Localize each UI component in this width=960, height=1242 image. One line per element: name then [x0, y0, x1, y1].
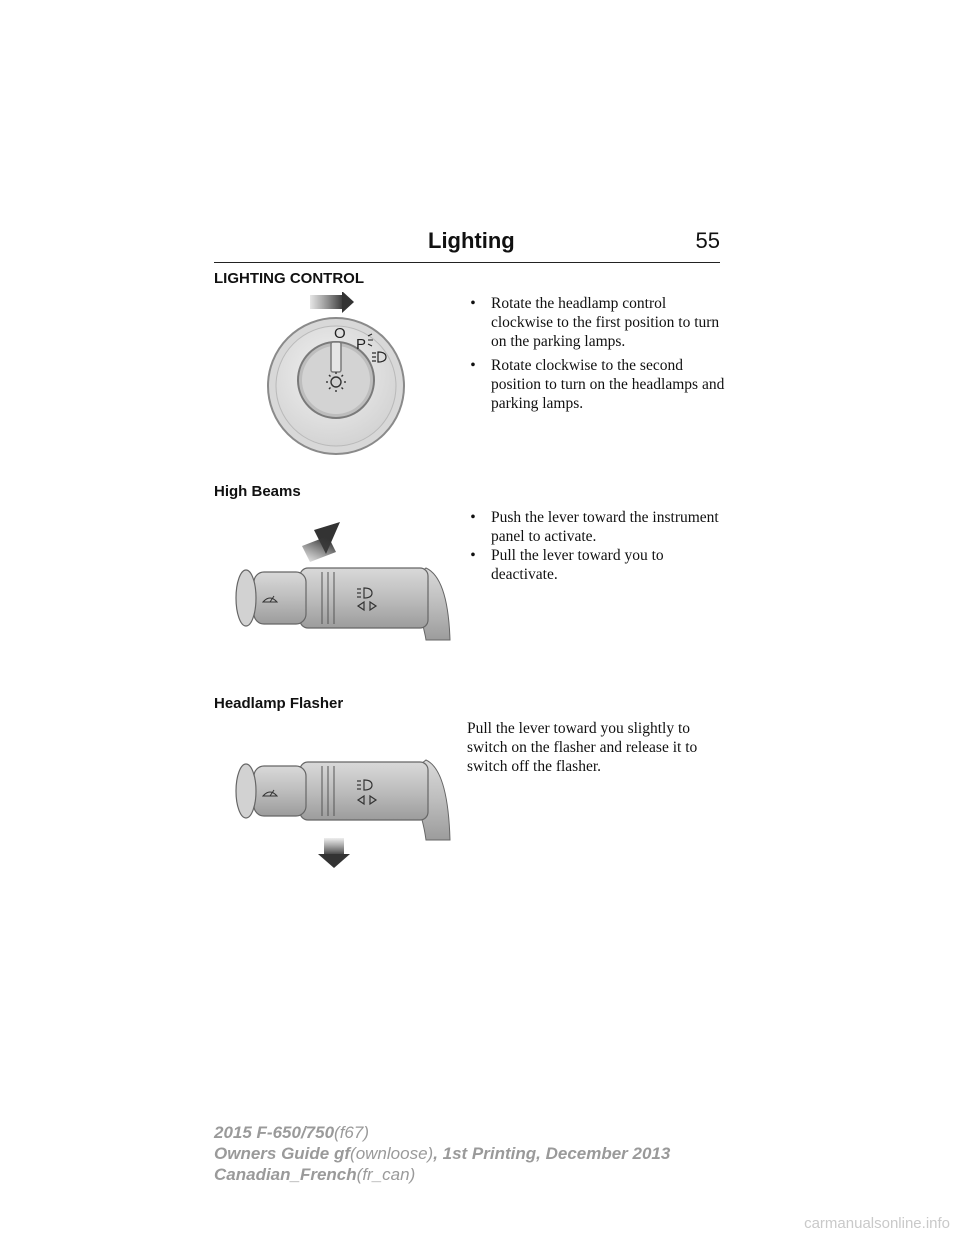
heading-lighting-control: LIGHTING CONTROL: [214, 270, 364, 287]
bullet-icon: •: [470, 357, 476, 374]
headlamp-control-dial-illustration: [262, 292, 412, 462]
dial-pointer: [331, 342, 341, 372]
dial-label-off: O: [334, 325, 346, 342]
lever-pull-illustration: [230, 756, 452, 872]
dial-label-parking: P: [356, 336, 367, 353]
headlamp-flasher-paragraph: Pull the lever toward you slightly to switch on the flasher and release it to switch off the flasher.: [467, 720, 698, 775]
document-footer: [214, 1122, 670, 1185]
list-item: • Rotate clockwise to the second position to turn on the headlamps and parking lamps.: [467, 356, 727, 413]
push-arrow-icon: [302, 522, 340, 562]
list-item: • Rotate the headlamp control clockwise to the first position to turn on the parking lamps.: [467, 294, 727, 351]
list-item: • Pull the lever toward you to deactivate.: [467, 546, 727, 584]
bullet-icon: •: [470, 509, 476, 526]
pull-arrow-icon: [318, 838, 350, 868]
bullet-icon: •: [470, 295, 476, 312]
watermark: carmanualsonline.info: [804, 1215, 950, 1232]
section-title: Lighting: [428, 228, 515, 253]
high-beams-instructions: [467, 508, 727, 589]
heading-headlamp-flasher: Headlamp Flasher: [214, 695, 344, 712]
page-number: 55: [695, 228, 720, 253]
rotate-arrow-icon: [310, 292, 354, 313]
page-header: [214, 228, 720, 263]
lighting-control-instructions: [467, 294, 727, 418]
lever-push-illustration: [230, 518, 452, 642]
footer-line-3: Canadian_French(fr_can): [214, 1165, 416, 1184]
footer-line-1: 2015 F-650/750(f67): [214, 1123, 370, 1142]
heading-high-beams: High Beams: [214, 483, 301, 500]
footer-line-2: Owners Guide gf(ownloose), 1st Printing, December 2013: [214, 1144, 671, 1163]
list-item: • Push the lever toward the instrument panel to activate.: [467, 508, 727, 546]
bullet-icon: •: [470, 547, 476, 564]
